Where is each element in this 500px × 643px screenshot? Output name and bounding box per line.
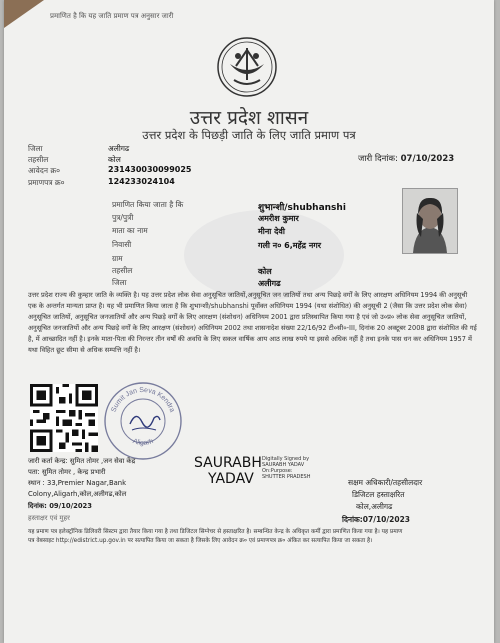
meta-value-certificate-no: 124233024104 — [108, 177, 175, 186]
meta-label-certificate-no: प्रमाणपत्र क्र० — [28, 178, 65, 187]
svg-text:Aligarh — [132, 438, 155, 447]
authority-date: दिनांक:07/10/2023 — [342, 515, 411, 524]
person-label-certify: प्रमाणित किया जाता है कि — [112, 200, 184, 209]
meta-label-district: जिला — [28, 144, 43, 153]
authority-title: सक्षम अधिकारी/तहसीलदार — [348, 478, 423, 487]
meta-value-tehsil: कोल — [108, 155, 121, 164]
person-value-father: अमरीश कुमार — [258, 214, 299, 223]
footer-line-1: यह प्रमाण पत्र इलेक्ट्रॉनिक डिलिवरी सिस्टम द्वारा तैयार किया गया है तथा डिजिटल सिग्नेचर से हस्ताक्षरित है। सम्बन्धित केन्द्र के अधिकृत कर्मी द्वारा प्रमाणित किया गया है। यह प्रमाण — [28, 529, 403, 535]
person-label-village: ग्राम — [112, 254, 123, 263]
folded-corner — [4, 0, 44, 28]
meta-value-application-no: 231430030099025 — [108, 165, 192, 174]
issuer-place: स्थान : 33,Premier Nagar,Bank — [28, 479, 127, 487]
person-value-tehsil: कोल — [258, 267, 272, 276]
qr-code — [30, 384, 98, 452]
meta-label-application-no: आवेदन क्र० — [28, 166, 61, 175]
person-label-district: जिला — [112, 278, 127, 287]
person-label-mother: माता का नाम — [112, 226, 148, 235]
person-label-relation: पुत्र/पुत्री — [112, 213, 134, 222]
meta-label-tehsil: तहसील — [28, 155, 49, 164]
issue-date-label: जारी दिनांक — [358, 154, 396, 164]
footer-note — [28, 528, 476, 546]
meta-value-district: अलीगढ — [108, 144, 130, 153]
person-label-tehsil: तहसील — [112, 266, 133, 275]
jan-seva-kendra-seal — [102, 380, 184, 462]
authority-digital: डिजिटल हस्ताक्षरित — [352, 490, 405, 499]
seal-top-text: Sumit Jan Seva Kendra — [110, 386, 176, 414]
issuer-date: दिनांक: 09/10/2023 — [28, 502, 93, 510]
issue-date-value: 07/10/2023 — [400, 154, 455, 164]
document-title: उत्तर प्रदेश शासन — [189, 107, 309, 129]
authority-place: कोल,अलीगढ — [356, 502, 393, 511]
document-subtitle: उत्तर प्रदेश के पिछड़ी जाति के लिए जाति प्रमाण पत्र — [142, 128, 356, 142]
person-value-mother: मीना देवी — [258, 227, 285, 236]
issue-date: जारी दिनांक: 07/10/2023 — [358, 154, 455, 164]
up-state-emblem — [216, 36, 278, 98]
seal-bottom-text: Aligarh — [131, 437, 155, 447]
portrait-icon — [403, 189, 457, 253]
top-note: प्रमाणित है कि यह जाति प्रमाण पत्र अनुसार जारी — [50, 12, 174, 20]
issuer-center: जारी कर्ता केन्द्र: सुमित तोमर ,जन सेवा केंद्र — [28, 457, 136, 465]
certificate-paragraph: उत्तर प्रदेश राज्य की कुम्हार जाति के व्यक्ति है। यह उत्तर प्रदेश लोक सेवा अनुसूचित जातियों,अनुसूचित जन जातियों तथा अन्य पिछड़े वर्गों के लिए आरक्षण अधिनियम 1994 की अनुसूची एक के अन्तर्गत मान्यता प्राप्त है। यह भी प्रमाणित किया जाता है कि शुभान्शी/shubhanshi पूर्वोक्त अधिनियम 1994 (यथा संशोधित) की अनुसूची 2 (जैसा कि उत्तर प्रदेश लोक सेवा) अनुसूचित जातियों, अनुसूचित जनजातियों और अन्य पिछड़े वर्गों के लिए आरक्षण (संशोधन) अधिनियम 2001 द्वारा प्रतिस्थापित किया गया है एवं जो उ०प्र० लोक सेवा अनुसूचित जातियों, अनुसूचित जनजातियों और अन्य पिछड़े वर्गों के लिए आरक्षण (संशोधन) अधिनियम 2002 तथा शासनादेश संख्या 22/16/92 टी०सी०-III, दिनांक 20 अक्टूबर 2008 द्वारा संशोधित की गई है, में आच्छादित नहीं है। इनके माता-पिता की निरन्तर तीन वर्षों की अवधि के लिए सकल वार्षिक आय आठ लाख रुपये या इससे अधिक नहीं है तथा इनके पास धन कर अधिनियम 1957 में यथा विहित छूट सीमा से अधिक सम्पत्ति नहीं है। — [28, 291, 477, 354]
certificate-sheet — [4, 0, 494, 643]
issuer-address: पता: सुमित तोमर , केन्द्र प्रभारी — [28, 468, 106, 476]
person-value-district: अलीगढ — [258, 279, 281, 288]
person-label-residence: निवासी — [112, 240, 132, 249]
person-value-name: शुभान्शी/shubhanshi — [258, 203, 346, 213]
issuer-colony: Colony,Aligarh,कोल,अलीगढ,कोल — [28, 490, 127, 498]
footer-line-2: पत्र वेबसाइट http://edistrict.up.gov.in पर सत्यापित किया जा सकता है जिसके लिए आवेदन क्र० एवं प्रमाणपत्र क्र० अंकित कर सत्यापित किया जा सकता है। — [28, 538, 373, 544]
applicant-photo — [402, 188, 458, 254]
digital-signature-detail: Digitally Signed by SAURABH YADAV On:Purpose: SHUTTER PRADESH — [262, 456, 311, 480]
issuer-sign-label: हस्ताक्षर एवं मुहर — [28, 514, 70, 522]
digital-signer-name-1: SAURABH — [194, 455, 262, 471]
person-value-address: गली न० 6,महेंद्र नगर — [258, 241, 322, 250]
digital-signer-name-2: YADAV — [208, 471, 254, 487]
